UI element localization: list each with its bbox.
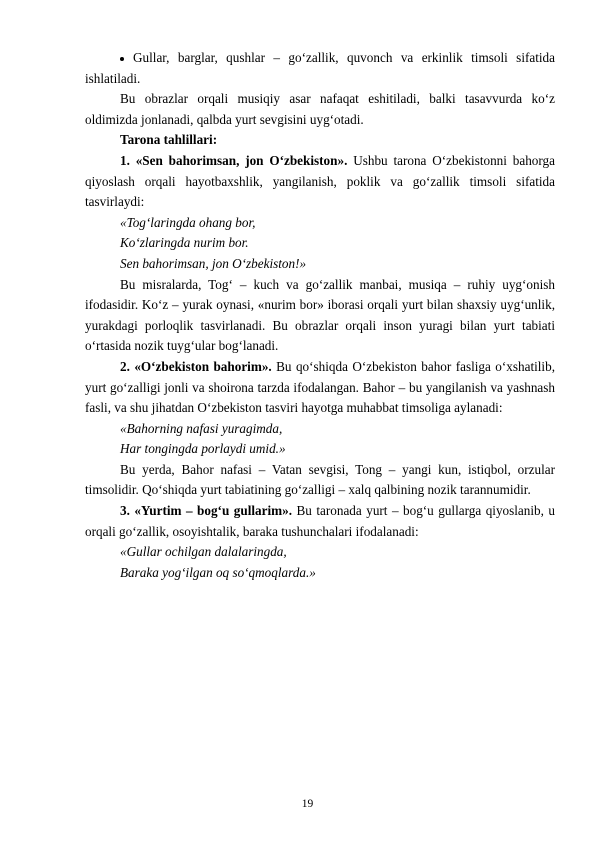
bullet-paragraph	[85, 48, 555, 89]
document-page	[85, 48, 555, 583]
analysis-3-paragraph	[85, 501, 555, 542]
analysis-3-quote-line-2: Baraka yog‘ilgan oq so‘qmoqlarda.»	[120, 564, 316, 580]
analysis-2-title: 2. «O‘zbekiston bahorim».	[120, 358, 272, 374]
analysis-2-paragraph	[85, 357, 555, 419]
analysis-1-quote-line-3: Sen bahorimsan, jon O‘zbekiston!»	[120, 255, 307, 271]
analysis-1-quote-line-1: «Tog‘laringda ohang bor,	[120, 214, 256, 230]
intro-paragraph: Bu obrazlar orqali musiqiy asar nafaqat eshitiladi, balki tasavvurda ko‘z oldimizda jonlanadi, qalbda yurt sevgisini uyg‘otadi.	[85, 91, 555, 127]
analysis-3-title: 3. «Yurtim – bog‘u gullarim».	[120, 503, 293, 519]
analysis-3-quote-line-1: «Gullar ochilgan dalalaringda,	[120, 544, 287, 560]
analysis-3-description: Bu taronada yurt – bog‘u gullarga qiyoslanib, u orqali go‘zallik, osoyishtalik, baraka tushunchalari ifodalanadi:	[85, 503, 556, 539]
page-number: 19	[301, 798, 314, 810]
analysis-2-description: Bu qo‘shiqda O‘zbekiston bahor fasliga o‘xshatilib, yurt go‘zalligi jonli va shoirona tarzda ifodalangan. Bahor – bu yangilanish va yashnash fasli, va shu jihatdan O‘zbekiston tasviri hayotga muhabbat timsoliga aylanadi:	[85, 358, 555, 416]
section-heading: Tarona tahlillari:	[120, 132, 218, 148]
analysis-1-quote-line-2: Ko‘zlaringda nurim bor.	[120, 235, 249, 251]
bullet-icon	[120, 57, 124, 61]
bullet-text: Gullar, barglar, qushlar – go‘zallik, quvonch va erkinlik timsoli sifatida ishlatiladi.	[85, 50, 555, 86]
analysis-2-quote-line-1: «Bahorning nafasi yuragimda,	[120, 420, 283, 436]
analysis-1-description: Ushbu tarona O‘zbekistonni bahorga qiyoslash orqali hayotbaxshlik, yangilanish, poklik va go‘zallik timsoli sifatida tasvirlaydi:	[85, 152, 555, 210]
analysis-1-paragraph	[85, 151, 555, 213]
analysis-2-commentary: Bu yerda, Bahor nafasi – Vatan sevgisi, Tong – yangi kun, istiqbol, orzular timsolidir. Qo‘shiqda yurt tabiatining go‘zalligi – xalq qalbining nozik tarannumidir.	[85, 461, 555, 498]
analysis-1-title: 1. «Sen bahorimsan, jon O‘zbekiston».	[120, 152, 348, 168]
analysis-2-quote-line-2: Har tongingda porlaydi umid.»	[120, 441, 286, 457]
analysis-1-commentary: Bu misralarda, Tog‘ – kuch va go‘zallik manbai, musiqa – ruhiy uyg‘onish ifodasidir. Ko‘z – yurak oynasi, «nurim bor» iborasi orqali yurt bilan shaxsiy uyg‘unlik, yurakdagi porloqlik tasvirlanadi. Bu obrazlar orqali inson yuragi bilan yurt tabiati o‘rtasida nozik tuyg‘ular bog‘lanadi.	[85, 276, 555, 354]
